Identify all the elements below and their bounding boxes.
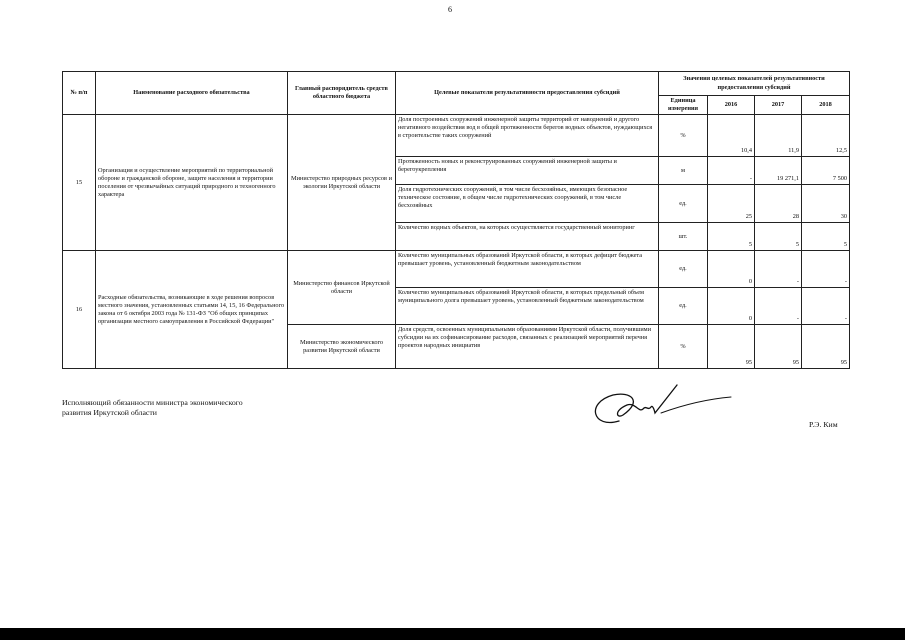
value-2018: 12,5 [802, 115, 850, 157]
value-2017: 95 [755, 325, 802, 369]
header-2016: 2016 [708, 96, 755, 115]
indicator-text: Доля построенных сооружений инженерной защиты территорий от наводнений и другого негативного воздействия вод в общей протяженности берегов водных объектов, нуждающихся в строительстве таких сооружений [396, 115, 659, 157]
header-2018: 2018 [802, 96, 850, 115]
unit-cell: % [659, 325, 708, 369]
indicator-text: Количество муниципальных образований Иркутской области, в которых дефицит бюджета превышает уровень, установленный бюджетным законодательством [396, 251, 659, 288]
unit-cell: ед. [659, 251, 708, 288]
unit-cell: ед. [659, 288, 708, 325]
value-2017: 19 271,1 [755, 157, 802, 185]
subsidy-indicators-table [62, 71, 850, 369]
unit-cell: шт. [659, 223, 708, 251]
indicator-text: Количество муниципальных образований Иркутской области, в которых предельный объем муниципального долга превышает уровень, установленный бюджетным законодательством [396, 288, 659, 325]
header-unit: Единица измерения [659, 96, 708, 115]
header-obligation: Наименование расходного обязательства [96, 72, 288, 115]
signatory-name: Р.Э. Ким [809, 420, 838, 429]
distributor-name: Министерство экономического развития Иркутской области [288, 325, 396, 369]
scan-bottom-edge [0, 628, 905, 640]
distributor-name: Министерство финансов Иркутской области [288, 251, 396, 325]
value-2016: - [708, 157, 755, 185]
obligation-name: Расходные обязательства, возникающие в ходе решения вопросов местного значения, установленных статьями 14, 15, 16 Федерального закона от 6 октября 2003 года № 131-ФЗ "Об общих принципах организации местного самоуправления в Российской Федерации" [96, 251, 288, 369]
handwritten-signature [583, 383, 733, 443]
unit-cell: м [659, 157, 708, 185]
indicator-text: Доля средств, освоенных муниципальными образованиями Иркутской области, получившими субсидии на их софинансирование расходов, связанных с реализацией мероприятий перечня проектов народных инициатив [396, 325, 659, 369]
value-2017: 28 [755, 185, 802, 223]
value-2018: 30 [802, 185, 850, 223]
table-row [63, 251, 850, 288]
value-2018: - [802, 251, 850, 288]
unit-cell: ед. [659, 185, 708, 223]
indicator-text: Количество водных объектов, на которых осуществляется государственный мониторинг [396, 223, 659, 251]
value-2016: 0 [708, 288, 755, 325]
value-2017: 5 [755, 223, 802, 251]
row-number: 16 [63, 251, 96, 369]
header-indicators: Целевые показатели результативности предоставления субсидий [396, 72, 659, 115]
distributor-name: Министерство природных ресурсов и экологии Иркутской области [288, 115, 396, 251]
header-distributor: Главный распорядитель средств областного бюджета [288, 72, 396, 115]
header-num: № п/п [63, 72, 96, 115]
value-2018: 5 [802, 223, 850, 251]
row-number: 15 [63, 115, 96, 251]
value-2017: - [755, 288, 802, 325]
value-2016: 95 [708, 325, 755, 369]
value-2017: - [755, 251, 802, 288]
obligation-name: Организация и осуществление мероприятий по территориальной обороне и гражданской обороне, защите населения и территории поселения от чрезвычайных ситуаций природного и техногенного характера [96, 115, 288, 251]
signatory-position-line2: развития Иркутской области [62, 408, 157, 418]
value-2016: 25 [708, 185, 755, 223]
indicator-text: Протяженность новых и реконструированных сооружений инженерной защиты и берегоукрепления [396, 157, 659, 185]
value-2018: - [802, 288, 850, 325]
value-2018: 95 [802, 325, 850, 369]
value-2016: 10,4 [708, 115, 755, 157]
header-2017: 2017 [755, 96, 802, 115]
value-2016: 5 [708, 223, 755, 251]
value-2017: 11,9 [755, 115, 802, 157]
signatory-position [62, 398, 243, 418]
value-2018: 7 500 [802, 157, 850, 185]
signatory-position-line1: Исполняющий обязанности министра экономического [62, 398, 243, 407]
unit-cell: % [659, 115, 708, 157]
indicator-text: Доля гидротехнических сооружений, в том числе бесхозяйных, имеющих безопасное техническое состояние, в общем числе гидротехнических сооружений, в том числе бесхозяйных [396, 185, 659, 223]
page-number: 6 [448, 5, 452, 14]
table-row [63, 115, 850, 157]
value-2016: 0 [708, 251, 755, 288]
header-values-group: Значения целевых показателей результативности предоставления субсидий [659, 72, 850, 96]
